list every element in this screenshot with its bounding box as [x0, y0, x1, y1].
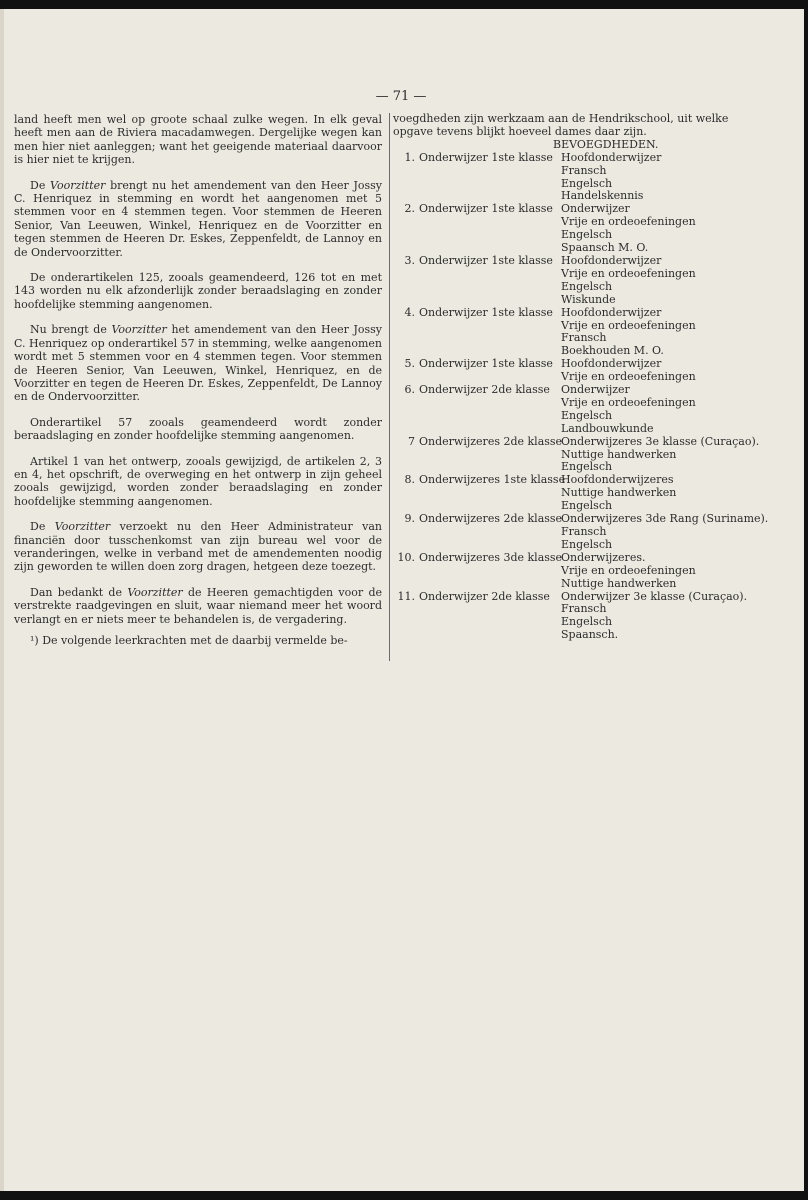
position: Onderwijzer 1ste klasse	[419, 305, 553, 319]
qualification: Vrije en ordeoefeningen	[561, 318, 696, 332]
qualification: Vrije en ordeoefeningen	[561, 563, 696, 577]
qualification: Onderwijzer 3e klasse (Curaçao).	[561, 589, 748, 603]
qualification: Boekhouden M. O.	[561, 344, 664, 358]
entry-number: 11.	[397, 589, 415, 603]
paragraph: Nu brengt de Voorzitter het amendement van den Heer Jossy C. Henriquez op onderartikel 57 in stemming, welke aangenomen wordt met 5 stemmen voor en 4 stemmen tegen. Voor stemmen de Heeren Senior, Van Leeuwen, Winkel, Henriquez, en de Voorzitter en tegen de Heeren Dr. Eskes, Zeppenfeldt, De Lannoy en de Ondervoorzitter.	[14, 323, 382, 404]
qualification: Engelsch	[561, 537, 613, 551]
left-column	[14, 113, 382, 659]
teacher-entry	[393, 384, 773, 436]
qualification: Hoofdonderwijzeres	[561, 473, 674, 487]
teacher-entry	[393, 203, 773, 255]
entry-number: 4.	[404, 305, 415, 319]
qualification: Nuttige handwerken	[561, 576, 677, 590]
qualification: Hoofdonderwijzer	[561, 253, 662, 267]
position: Onderwijzer 1ste klasse	[419, 150, 553, 164]
qualification: Fransch	[561, 163, 607, 177]
position: Onderwijzeres 3de klasse	[419, 550, 563, 564]
footnote-continuation: voegdheden zijn werkzaam aan de Hendrikschool, uit welke	[393, 112, 729, 125]
paragraph: land heeft men wel op groote schaal zulke wegen. In elk geval heeft men aan de Riviera macadamwegen. Dergelijke wegen kan men hier niet aanleggen; want het geeigende materiaal daarvoor is hier niet te krijgen.	[14, 113, 382, 167]
qualification: Nuttige handwerken	[561, 447, 677, 461]
qualification: Hoofdonderwijzer	[561, 150, 662, 164]
position: Onderwijzeres 1ste klasse	[419, 473, 566, 487]
right-column	[393, 113, 773, 642]
page-number: — 71 —	[375, 89, 427, 104]
position: Onderwijzer 2de klasse	[419, 589, 550, 603]
qualification: Engelsch	[561, 499, 613, 513]
entry-number: 5.	[404, 357, 415, 371]
position: Onderwijzeres 2de klasse	[419, 512, 563, 526]
qualification: Engelsch	[561, 176, 613, 190]
entry-number: 2.	[404, 202, 415, 216]
qualification: Onderwijzeres.	[561, 550, 646, 564]
paragraph: Dan bedankt de Voorzitter de Heeren gemachtigden voor de verstrekte raadgevingen en sluit, waar niemand meer het woord verlangt en er niets meer te behandelen is, de vergadering.	[14, 585, 382, 626]
entry-number: 3.	[404, 253, 415, 267]
qualification: Onderwijzer	[561, 383, 630, 397]
qualification: Spaansch.	[561, 628, 619, 642]
teacher-row	[393, 436, 773, 449]
entry-number: 1.	[404, 150, 415, 164]
qualification: Onderwijzer	[561, 202, 630, 216]
qualification: Fransch	[561, 331, 607, 345]
qualification: Engelsch	[561, 279, 613, 293]
entry-number: 10.	[397, 550, 415, 564]
qualification: Onderwijzeres 3de Rang (Suriname).	[561, 512, 769, 526]
teacher-entry	[393, 152, 773, 204]
position: Onderwijzer 1ste klasse	[419, 357, 553, 371]
teacher-entry	[393, 255, 773, 307]
teacher-row	[393, 384, 773, 397]
qualification: Vrije en ordeoefeningen	[561, 266, 696, 280]
qualification: Nuttige handwerken	[561, 486, 677, 500]
paragraph: Artikel 1 van het ontwerp, zooals gewijzigd, de artikelen 2, 3 en 4, het opschrift, de overweging en het ontwerp in zijn geheel zooals gewijzigd, worden zonder beraadslaging en zonder hoofdelijke stemming aangenomen.	[14, 454, 382, 508]
qualification: Hoofdonderwijzer	[561, 305, 662, 319]
teacher-row	[393, 255, 773, 268]
qualification: Fransch	[561, 602, 607, 616]
paragraph: De onderartikelen 125, zooals geamendeerd, 126 tot en met 143 worden nu elk afzonderlijk zonder beraadslaging en zonder hoofdelijke stemming aangenomen.	[14, 271, 382, 311]
qualification: Engelsch	[561, 228, 613, 242]
teacher-entry	[393, 358, 773, 384]
teacher-row	[393, 552, 773, 565]
qualification: Handelskennis	[561, 189, 644, 203]
teacher-entry	[393, 552, 773, 591]
teacher-entry	[393, 474, 773, 513]
qualification: Onderwijzeres 3e klasse (Curaçao).	[561, 434, 760, 448]
entry-number: 9.	[404, 512, 415, 526]
paragraph: De Voorzitter brengt nu het amendement van den Heer Jossy C. Henriquez in stemming en wordt het aangenomen met 5 stemmen voor en 4 stemmen tegen. Voor stemmen de Heeren Senior, Van Leeuwen, Winkel, Henriquez en de Voorzitter en tegen stemmen de Heeren Dr. Eskes, Zeppenfeldt, de Lannoy en de Ondervoorzitter.	[14, 178, 382, 259]
footnote-continuation: opgave tevens blijkt hoeveel dames daar zijn.	[393, 124, 647, 138]
qualification: Spaansch M. O.	[561, 241, 649, 255]
qualifications-heading: BEVOEGDHEDEN.	[553, 137, 659, 151]
qualification: Vrije en ordeoefeningen	[561, 395, 696, 409]
teacher-row	[393, 152, 773, 165]
qualification: Engelsch	[561, 408, 613, 422]
teacher-row	[393, 307, 773, 320]
teacher-list	[393, 152, 773, 642]
paragraph: Onderartikel 57 zooals geamendeerd wordt zonder beraadslaging en zonder hoofdelijke stemming aangenomen.	[14, 415, 382, 443]
qualification: Wiskunde	[561, 292, 616, 306]
qualification: Vrije en ordeoefeningen	[561, 215, 696, 229]
column-divider	[389, 113, 390, 661]
qualification: Landbouwkunde	[561, 421, 654, 435]
teacher-entry	[393, 436, 773, 475]
footnote: ¹) De volgende leerkrachten met de daarbij vermelde be-	[30, 634, 348, 647]
teacher-entry	[393, 307, 773, 359]
teacher-entry	[393, 591, 773, 643]
qualification: Hoofdonderwijzer	[561, 357, 662, 371]
page-sheet	[0, 9, 804, 1191]
qualification: Fransch	[561, 525, 607, 538]
entry-number: 8.	[404, 473, 415, 487]
qualification: Engelsch	[561, 460, 613, 474]
position: Onderwijzeres 2de klasse	[419, 434, 563, 448]
position: Onderwijzer 1ste klasse	[419, 253, 553, 267]
entry-number: 7	[408, 434, 415, 448]
position: Onderwijzer 2de klasse	[419, 383, 550, 397]
paragraph: De Voorzitter verzoekt nu den Heer Administrateur van financiën door tusschenkomst van zijn bureau wel voor de veranderingen, welke in verband met de amendementen noodig zijn geworden te willen doen zorg dragen, hetgeen deze toezegt.	[14, 520, 383, 574]
qualification: Vrije en ordeoefeningen	[561, 370, 696, 384]
position: Onderwijzer 1ste klasse	[419, 202, 553, 216]
entry-number: 6.	[404, 383, 415, 397]
teacher-entry	[393, 513, 773, 552]
qualification: Engelsch	[561, 615, 613, 629]
